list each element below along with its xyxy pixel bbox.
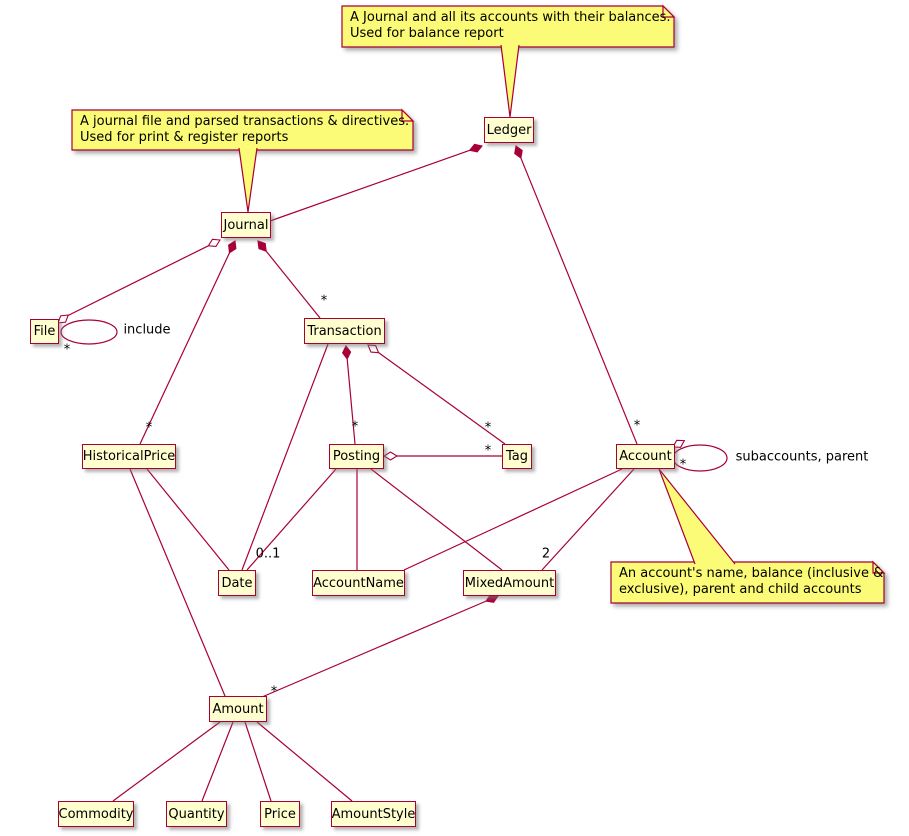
label-subaccounts-parent: subaccounts, parent bbox=[735, 449, 869, 465]
edge-amount-price bbox=[245, 722, 271, 801]
mult-posting-star: * bbox=[351, 419, 359, 435]
label-include: include bbox=[123, 322, 171, 338]
note-ledger-text bbox=[350, 10, 671, 42]
mult-amount-star: * bbox=[270, 684, 278, 700]
note-account-line-2: exclusive), parent and child accounts bbox=[619, 582, 862, 597]
class-posting: Posting bbox=[329, 444, 384, 469]
mult-tag-star-lower: * bbox=[484, 443, 492, 459]
edge-mixedamount-amount bbox=[262, 601, 486, 697]
class-amountstyle: AmountStyle bbox=[331, 801, 416, 827]
edge-journal-file bbox=[59, 246, 208, 320]
edge-amount-amountstyle bbox=[257, 722, 352, 801]
edge-journal-transaction-filled-diamond-icon bbox=[258, 241, 266, 251]
class-date: Date bbox=[218, 570, 256, 596]
class-account: Account bbox=[616, 444, 675, 469]
edge-historicalprice-amount bbox=[130, 469, 225, 696]
edge-posting-tag-open-diamond-icon bbox=[384, 452, 397, 460]
class-mixedamount: MixedAmount bbox=[463, 570, 556, 596]
edge-transaction-date bbox=[242, 344, 328, 570]
mult-date-0-1: 0..1 bbox=[255, 546, 281, 562]
note-journal-line-1: A journal file and parsed transactions & directives. bbox=[80, 114, 410, 129]
class-commodity: Commodity bbox=[58, 801, 134, 827]
class-accountname: AccountName bbox=[312, 570, 405, 596]
note-account-text bbox=[619, 566, 883, 598]
note-ledger-line-2: Used for balance report bbox=[350, 26, 504, 41]
edge-amount-commodity bbox=[113, 722, 220, 801]
class-tag: Tag bbox=[502, 444, 532, 469]
note-journal-pointer bbox=[239, 148, 257, 212]
edge-ledger-journal-filled-diamond-icon bbox=[470, 144, 482, 152]
edge-ledger-account-filled-diamond-icon bbox=[515, 146, 522, 158]
mult-historicalprice-star: * bbox=[145, 420, 153, 436]
note-account-line-1: An account's name, balance (inclusive & bbox=[619, 566, 884, 581]
mult-transaction-star: * bbox=[320, 293, 328, 309]
note-ledger-pointer bbox=[501, 45, 519, 117]
loop-file-include bbox=[61, 320, 117, 344]
class-price: Price bbox=[260, 801, 300, 827]
loop-file-include-open-diamond-icon bbox=[58, 315, 68, 323]
note-ledger-line-1: A Journal and all its accounts with their balances. bbox=[350, 10, 671, 25]
edge-journal-transaction bbox=[266, 251, 320, 318]
mult-file-loop-star: * bbox=[63, 342, 71, 358]
class-historicalprice: HistoricalPrice bbox=[82, 444, 176, 469]
note-account-pointer bbox=[659, 469, 735, 564]
note-journal-line-2: Used for print & register reports bbox=[80, 130, 289, 145]
edge-journal-historicalprice bbox=[140, 253, 229, 444]
edge-transaction-posting-filled-diamond-icon bbox=[343, 346, 351, 359]
mult-account-star: * bbox=[633, 418, 641, 434]
class-journal: Journal bbox=[221, 212, 271, 238]
edge-ledger-account bbox=[521, 158, 637, 444]
mult-mixedamount-2: 2 bbox=[541, 546, 551, 562]
class-ledger: Ledger bbox=[484, 117, 534, 143]
class-transaction: Transaction bbox=[304, 318, 385, 344]
mult-account-loop-star: * bbox=[679, 457, 687, 473]
note-journal-text bbox=[80, 114, 409, 146]
mult-tag-star-upper: * bbox=[484, 420, 492, 436]
edge-transaction-tag-open-diamond-icon bbox=[368, 345, 379, 353]
edge-journal-file-open-diamond-icon bbox=[208, 239, 220, 246]
class-quantity: Quantity bbox=[166, 801, 227, 827]
edge-ledger-journal bbox=[270, 150, 470, 221]
edge-amount-quantity bbox=[202, 722, 233, 801]
edge-journal-historicalprice-filled-diamond-icon bbox=[229, 241, 236, 253]
edge-historicalprice-date bbox=[147, 469, 229, 570]
class-file: File bbox=[30, 319, 59, 344]
class-amount: Amount bbox=[209, 696, 267, 722]
